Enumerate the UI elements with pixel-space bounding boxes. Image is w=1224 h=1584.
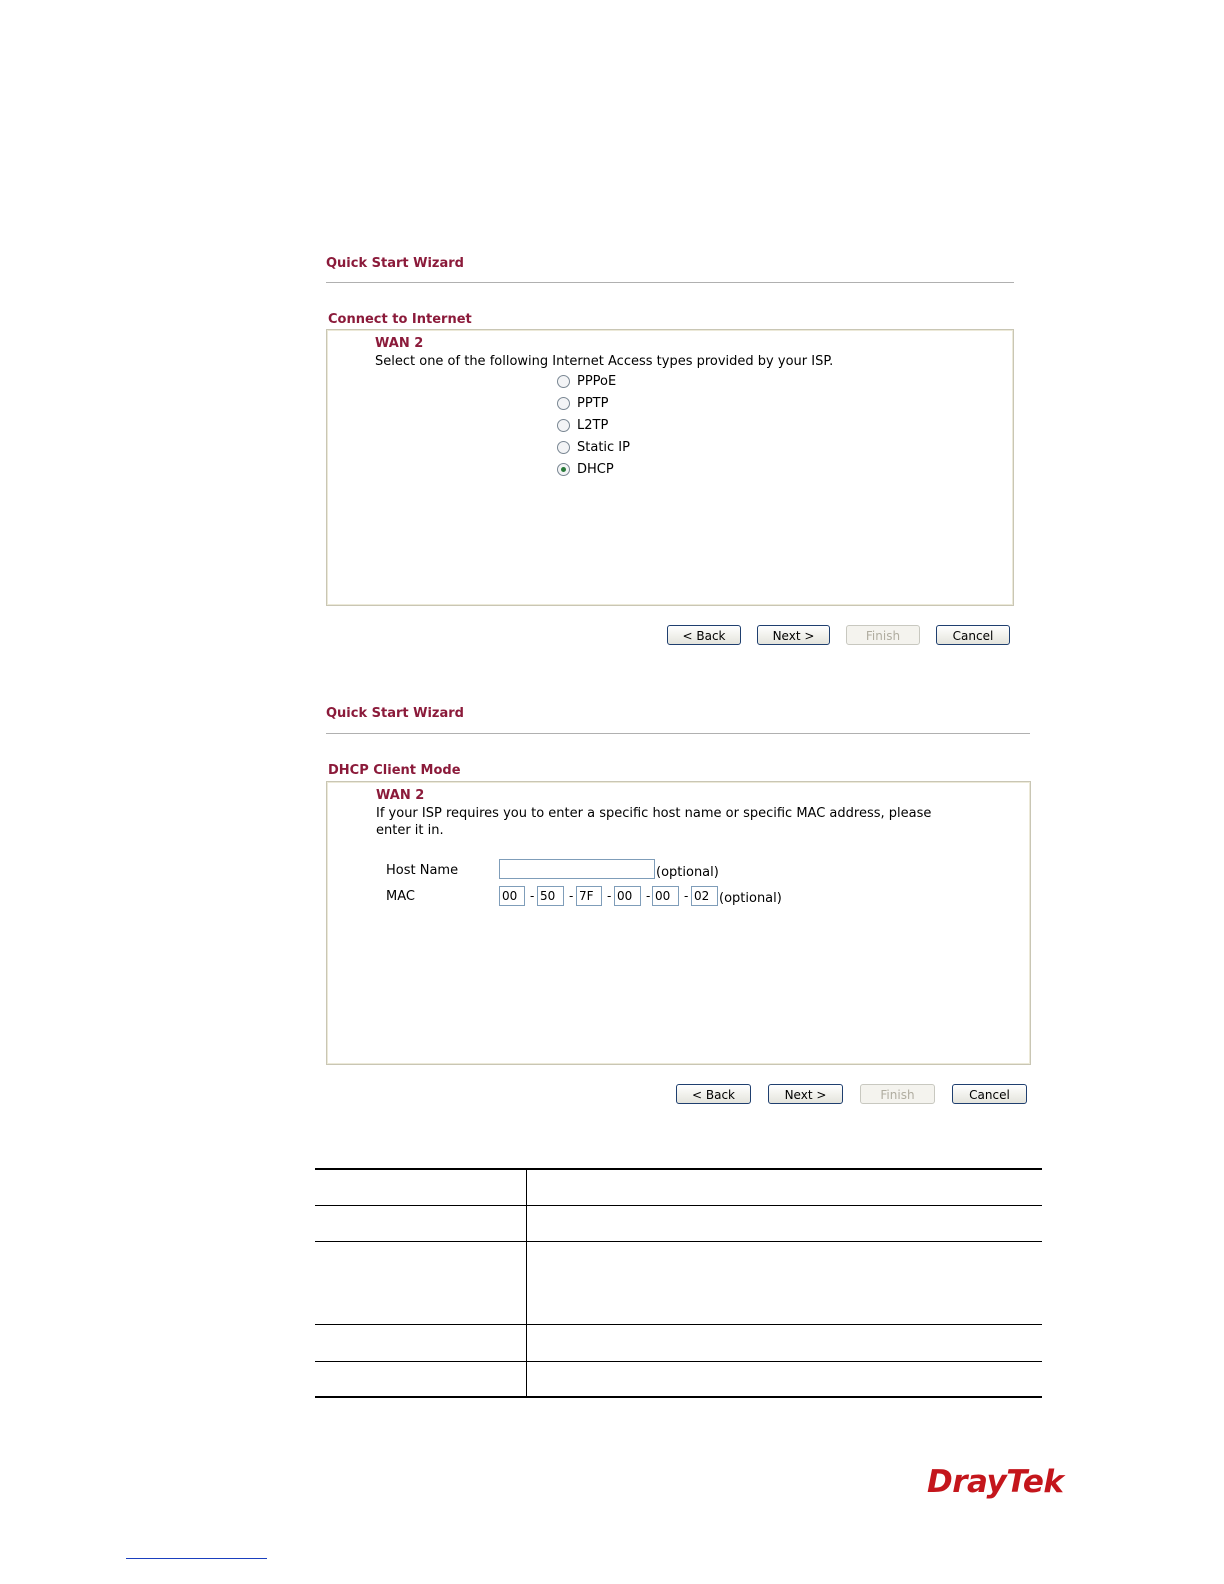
- section-title: Connect to Internet: [328, 312, 472, 327]
- radio-label-static-ip: Static IP: [577, 440, 630, 455]
- cancel-button[interactable]: Cancel: [952, 1084, 1027, 1104]
- table-top-rule: [315, 1168, 1042, 1170]
- wizard-title: Quick Start Wizard: [326, 256, 464, 271]
- mac-octet-6[interactable]: 02: [691, 886, 718, 906]
- mac-octet-5[interactable]: 00: [652, 886, 679, 906]
- mac-separator: -: [607, 889, 612, 903]
- finish-button[interactable]: Finish: [860, 1084, 935, 1104]
- radio-label-pptp: PPTP: [577, 396, 609, 411]
- mac-separator: -: [646, 889, 651, 903]
- draytek-logo: DrayTek: [927, 1464, 1064, 1500]
- radio-pptp[interactable]: [557, 397, 570, 410]
- cancel-button[interactable]: Cancel: [936, 625, 1010, 645]
- back-button[interactable]: < Back: [676, 1084, 751, 1104]
- radio-dhcp[interactable]: [557, 463, 570, 476]
- table-bottom-rule: [315, 1396, 1042, 1398]
- instruction-line-1: If your ISP requires you to enter a specific host name or specific MAC address, please: [376, 806, 932, 821]
- host-name-input[interactable]: [499, 859, 655, 879]
- mac-octet-3[interactable]: 7F: [576, 886, 602, 906]
- table-row-rule: [315, 1361, 1042, 1362]
- connect-panel: [326, 329, 1014, 606]
- host-name-hint: (optional): [656, 865, 719, 880]
- title-divider: [326, 733, 1030, 734]
- table-row-rule: [315, 1205, 1042, 1206]
- radio-label-l2tp: L2TP: [577, 418, 609, 433]
- mac-label: MAC: [386, 889, 415, 904]
- instruction-line-2: enter it in.: [376, 823, 444, 838]
- radio-static-ip[interactable]: [557, 441, 570, 454]
- table-row-rule: [315, 1324, 1042, 1325]
- mac-octet-4[interactable]: 00: [614, 886, 641, 906]
- back-button[interactable]: < Back: [667, 625, 741, 645]
- mac-separator: -: [530, 889, 535, 903]
- next-button[interactable]: Next >: [757, 625, 830, 645]
- mac-octet-1[interactable]: 00: [499, 886, 525, 906]
- wizard-title: Quick Start Wizard: [326, 706, 464, 721]
- radio-label-dhcp: DHCP: [577, 462, 614, 477]
- next-button[interactable]: Next >: [768, 1084, 843, 1104]
- finish-button[interactable]: Finish: [846, 625, 920, 645]
- title-divider: [326, 282, 1014, 283]
- mac-separator: -: [569, 889, 574, 903]
- mac-separator: -: [684, 889, 689, 903]
- host-name-label: Host Name: [386, 863, 459, 878]
- radio-label-pppoe: PPPoE: [577, 374, 617, 389]
- table-row-rule: [315, 1241, 1042, 1242]
- instruction-text: Select one of the following Internet Access types provided by your ISP.: [375, 354, 834, 369]
- radio-l2tp[interactable]: [557, 419, 570, 432]
- dhcp-panel: [326, 781, 1031, 1065]
- section-title: DHCP Client Mode: [328, 763, 461, 778]
- wan-label: WAN 2: [376, 788, 425, 803]
- mac-octet-2[interactable]: 50: [537, 886, 564, 906]
- wan-label: WAN 2: [375, 336, 424, 351]
- table-column-divider: [526, 1168, 527, 1398]
- mac-hint: (optional): [719, 891, 782, 906]
- radio-pppoe[interactable]: [557, 375, 570, 388]
- footer-link-underline: [126, 1558, 267, 1559]
